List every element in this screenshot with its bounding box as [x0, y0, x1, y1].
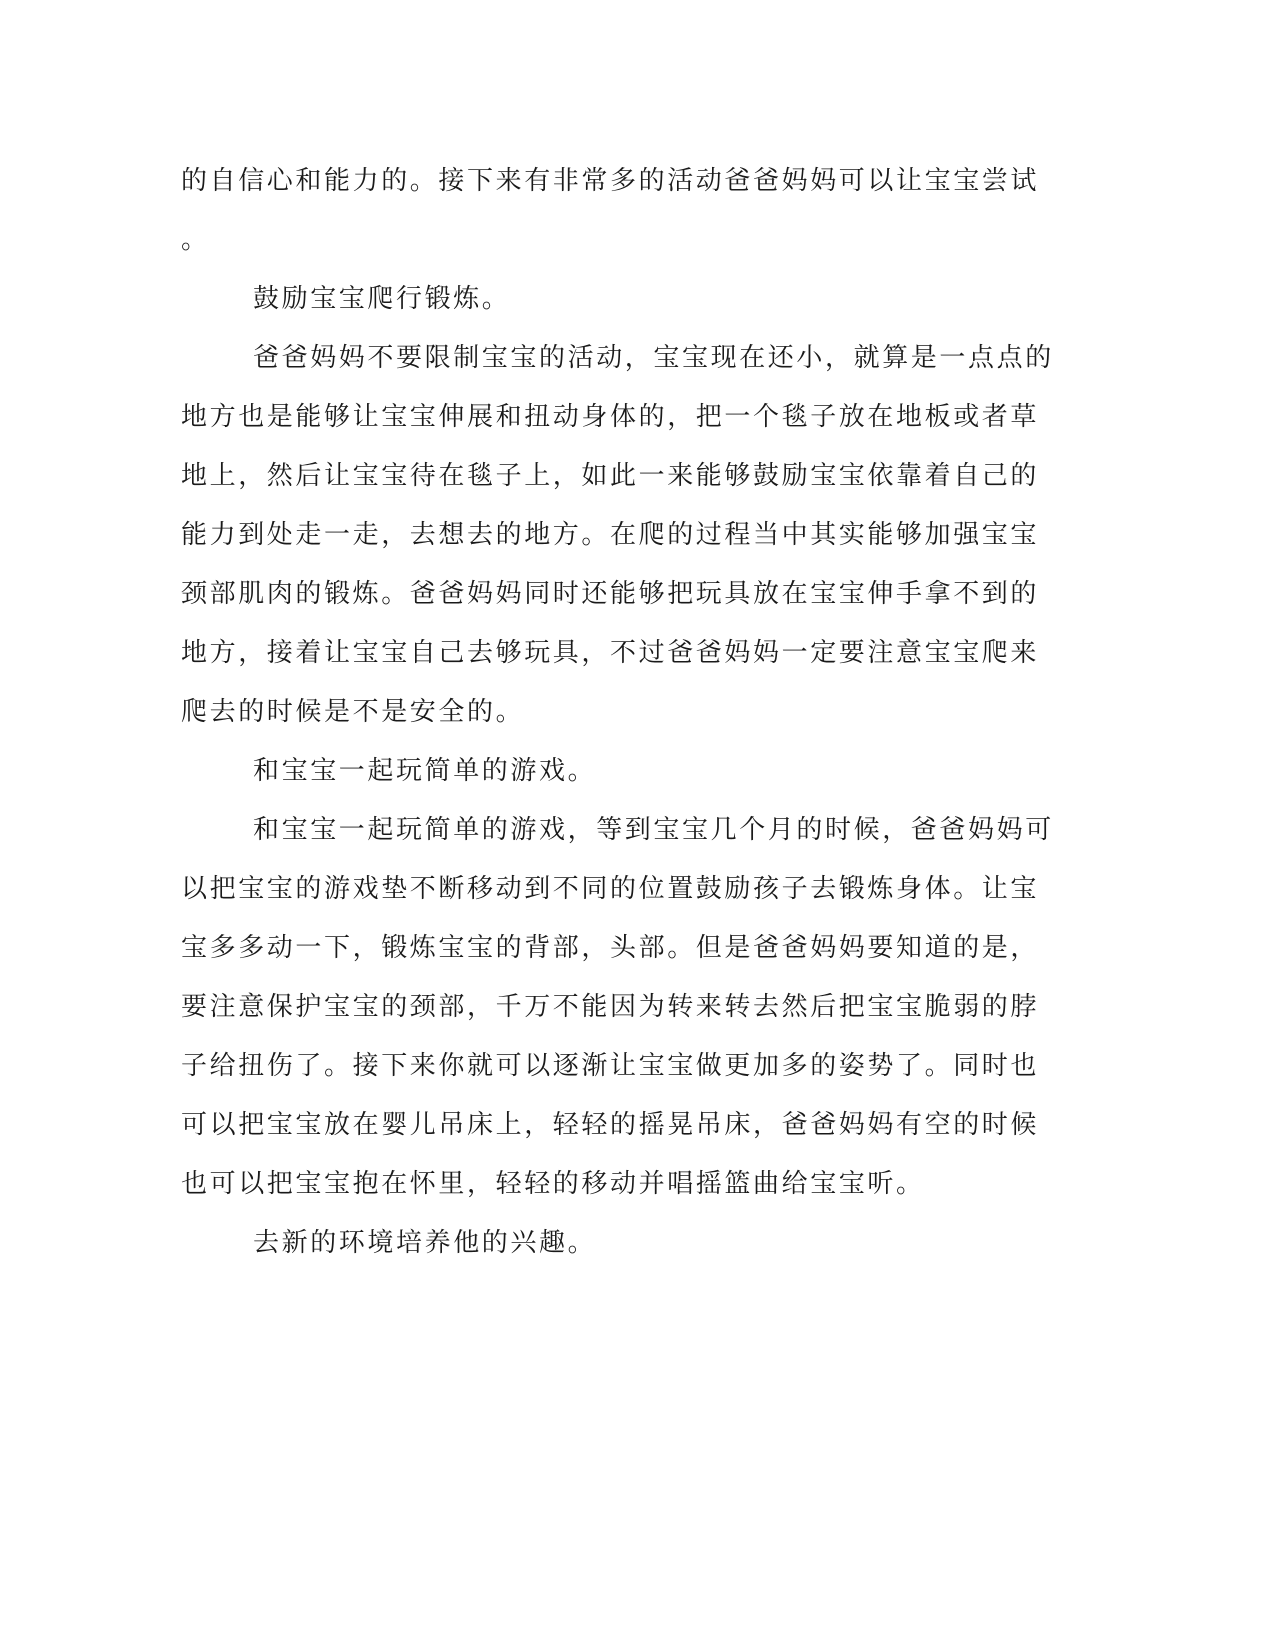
text-line: 也可以把宝宝抱在怀里，轻轻的移动并唱摇篮曲给宝宝听。 [181, 1169, 925, 1199]
text-line: 宝多多动一下，锻炼宝宝的背部，头部。但是爸爸妈妈要知道的是， [181, 933, 1040, 963]
section-heading-games: 和宝宝一起玩简单的游戏。 [253, 756, 597, 786]
text-line: 爸爸妈妈不要限制宝宝的活动，宝宝现在还小，就算是一点点的 [253, 343, 1054, 373]
text-line: 以把宝宝的游戏垫不断移动到不同的位置鼓励孩子去锻炼身体。让宝 [181, 874, 1040, 904]
text-line: 地方也是能够让宝宝伸展和扭动身体的，把一个毯子放在地板或者草 [181, 402, 1040, 432]
section-heading-crawling: 鼓励宝宝爬行锻炼。 [253, 284, 511, 314]
text-line: 可以把宝宝放在婴儿吊床上，轻轻的摇晃吊床，爸爸妈妈有空的时候 [181, 1110, 1040, 1140]
text-line: 的自信心和能力的。接下来有非常多的活动爸爸妈妈可以让宝宝尝试 [181, 166, 1040, 196]
text-line: 地方，接着让宝宝自己去够玩具，不过爸爸妈妈一定要注意宝宝爬来 [181, 638, 1040, 668]
document-body [181, 158, 1054, 1279]
section-heading-environment: 去新的环境培养他的兴趣。 [253, 1228, 597, 1258]
text-line: 能力到处走一走，去想去的地方。在爬的过程当中其实能够加强宝宝 [181, 520, 1040, 550]
text-line: 子给扭伤了。接下来你就可以逐渐让宝宝做更加多的姿势了。同时也 [181, 1051, 1040, 1081]
text-line: 爬去的时候是不是安全的。 [181, 697, 525, 727]
text-line: 颈部肌肉的锻炼。爸爸妈妈同时还能够把玩具放在宝宝伸手拿不到的 [181, 579, 1040, 609]
text-line: 。 [181, 225, 210, 255]
text-line: 和宝宝一起玩简单的游戏，等到宝宝几个月的时候，爸爸妈妈可 [253, 815, 1054, 845]
text-line: 要注意保护宝宝的颈部，千万不能因为转来转去然后把宝宝脆弱的脖 [181, 992, 1040, 1022]
text-line: 地上，然后让宝宝待在毯子上，如此一来能够鼓励宝宝依靠着自己的 [181, 461, 1040, 491]
